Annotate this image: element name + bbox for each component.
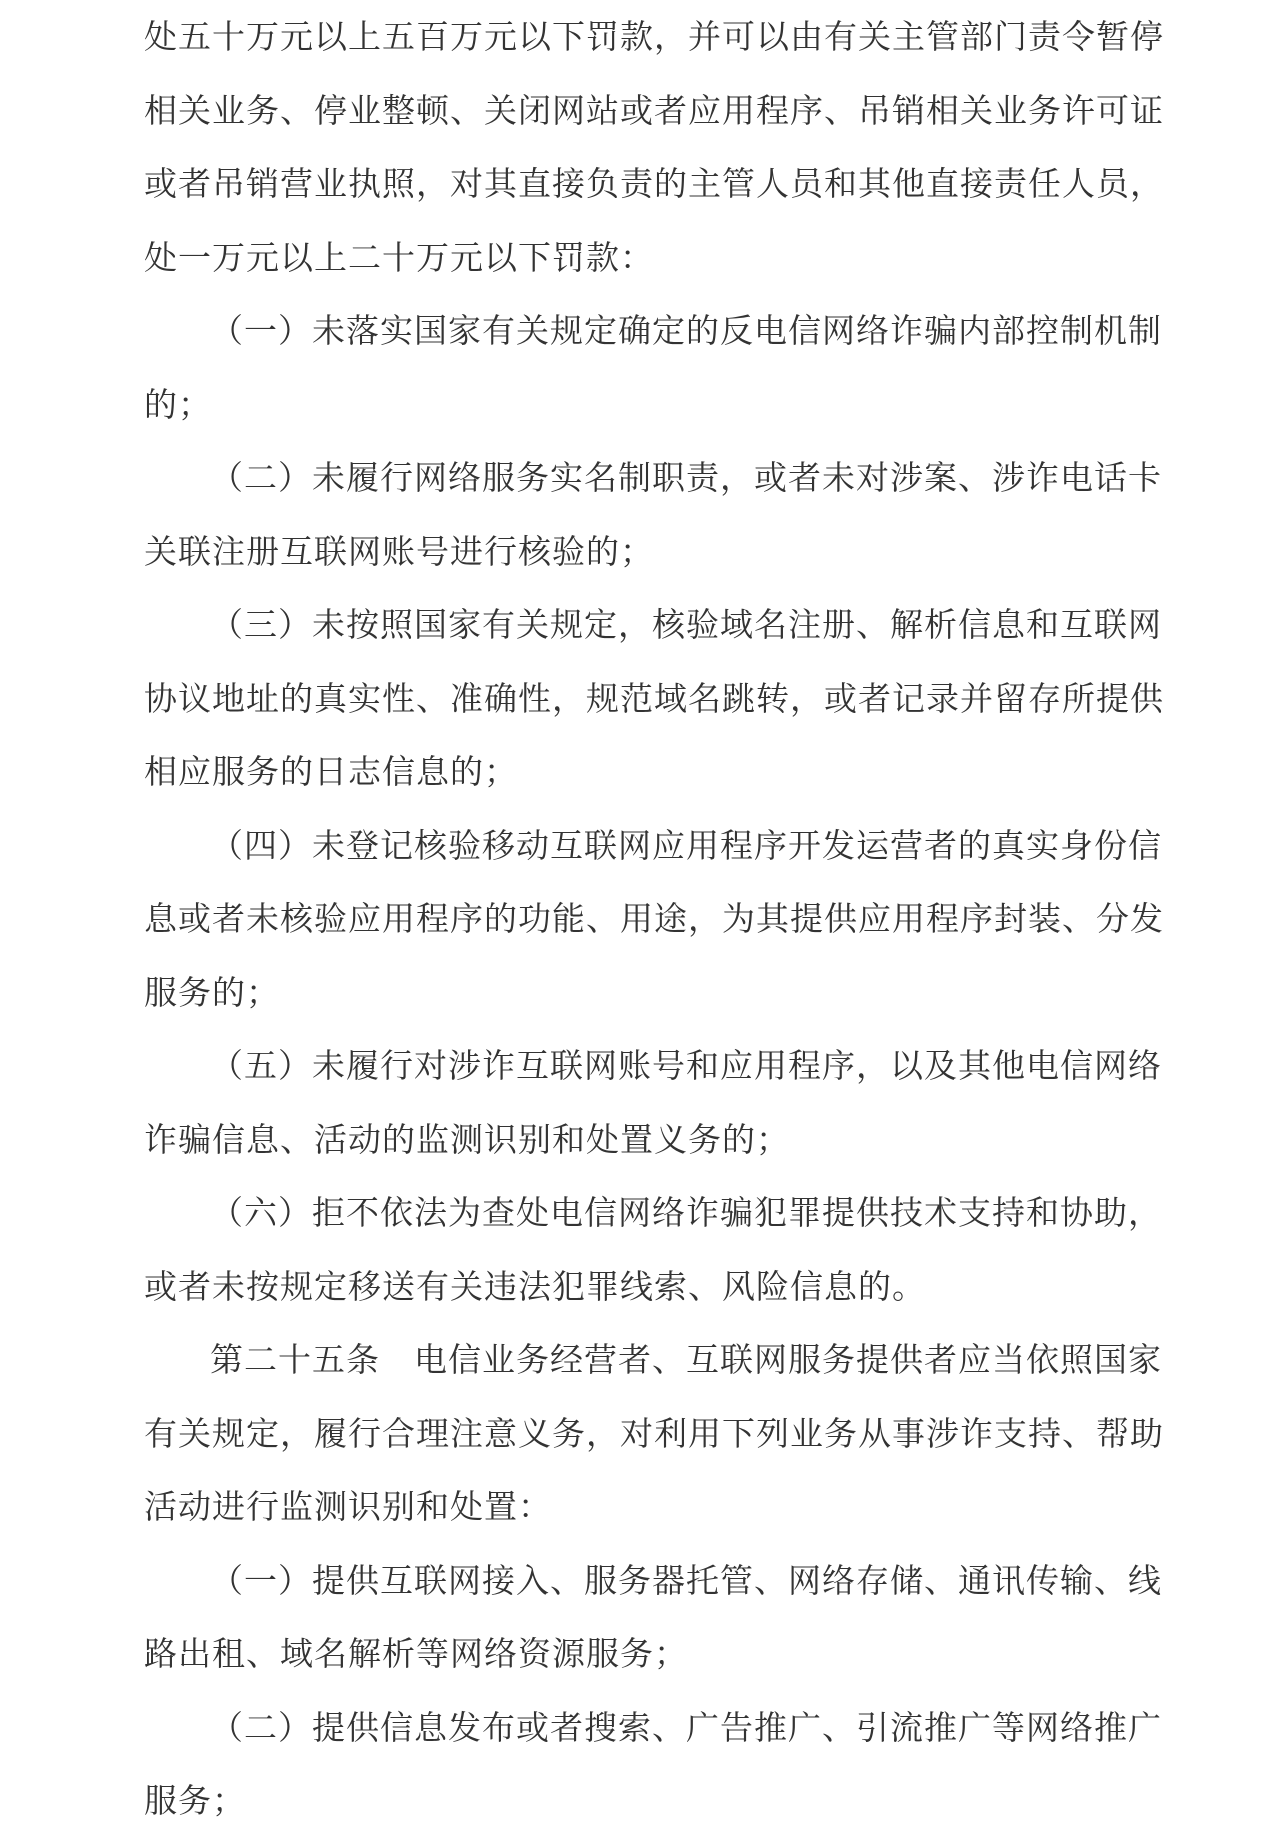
text-line: 相应服务的日志信息的；	[144, 752, 518, 791]
text-line: （一）未落实国家有关规定确定的反电信网络诈骗内部控制机制	[210, 311, 1162, 350]
paragraph-item-5	[144, 1029, 1162, 1176]
paragraph-article-25-item-2	[144, 1691, 1162, 1838]
text-line: 关联注册互联网账号进行核验的；	[144, 531, 654, 571]
text-line: 协议地址的真实性、准确性，规范域名跳转，或者记录并留存所提供	[144, 678, 1164, 718]
text-line: 息或者未核验应用程序的功能、用途，为其提供应用程序封装、分发	[144, 899, 1164, 938]
text-line: （六）拒不依法为查处电信网络诈骗犯罪提供技术支持和协助，	[210, 1193, 1162, 1232]
paragraph-item-1	[144, 294, 1162, 441]
document-body	[144, 0, 1164, 1838]
text-line: （四）未登记核验移动互联网应用程序开发运营者的真实身份信	[210, 825, 1162, 865]
paragraph-article-25	[144, 1323, 1164, 1544]
text-line: 或者吊销营业执照，对其直接负责的主管人员和其他直接责任人员，	[144, 164, 1164, 203]
text-line: 或者未按规定移送有关违法犯罪线索、风险信息的。	[144, 1266, 926, 1306]
text-line: 有关规定，履行合理注意义务，对利用下列业务从事涉诈支持、帮助	[144, 1413, 1164, 1453]
text-line: 处五十万元以上五百万元以下罚款，并可以由有关主管部门责令暂停	[144, 17, 1164, 56]
paragraph-item-3	[144, 588, 1164, 809]
paragraph-item-6	[144, 1176, 1162, 1323]
text-line: 路出租、域名解析等网络资源服务；	[144, 1634, 688, 1673]
text-line: （一）提供互联网接入、服务器托管、网络存储、通讯传输、线	[210, 1560, 1162, 1600]
text-line: 服务的；	[144, 972, 280, 1012]
text-line: 第二十五条 电信业务经营者、互联网服务提供者应当依照国家	[210, 1340, 1162, 1379]
text-line: 相关业务、停业整顿、关闭网站或者应用程序、吊销相关业务许可证	[144, 90, 1164, 130]
text-line: （二）未履行网络服务实名制职责，或者未对涉案、涉诈电话卡	[210, 458, 1162, 497]
text-line: 诈骗信息、活动的监测识别和处置义务的；	[144, 1119, 790, 1159]
paragraph-item-2	[144, 441, 1162, 588]
paragraph-item-4	[144, 809, 1164, 1030]
text-line: 服务；	[144, 1781, 246, 1820]
paragraph-article-25-item-1	[144, 1544, 1162, 1691]
text-line: （五）未履行对涉诈互联网账号和应用程序，以及其他电信网络	[210, 1046, 1162, 1085]
text-line: （二）提供信息发布或者搜索、广告推广、引流推广等网络推广	[210, 1707, 1162, 1747]
text-line: 的；	[144, 384, 212, 424]
text-line: 处一万元以上二十万元以下罚款：	[144, 237, 654, 277]
paragraph-penalty-continuation	[144, 0, 1164, 294]
text-line: （三）未按照国家有关规定，核验域名注册、解析信息和互联网	[210, 605, 1162, 644]
text-line: 活动进行监测识别和处置：	[144, 1487, 552, 1526]
